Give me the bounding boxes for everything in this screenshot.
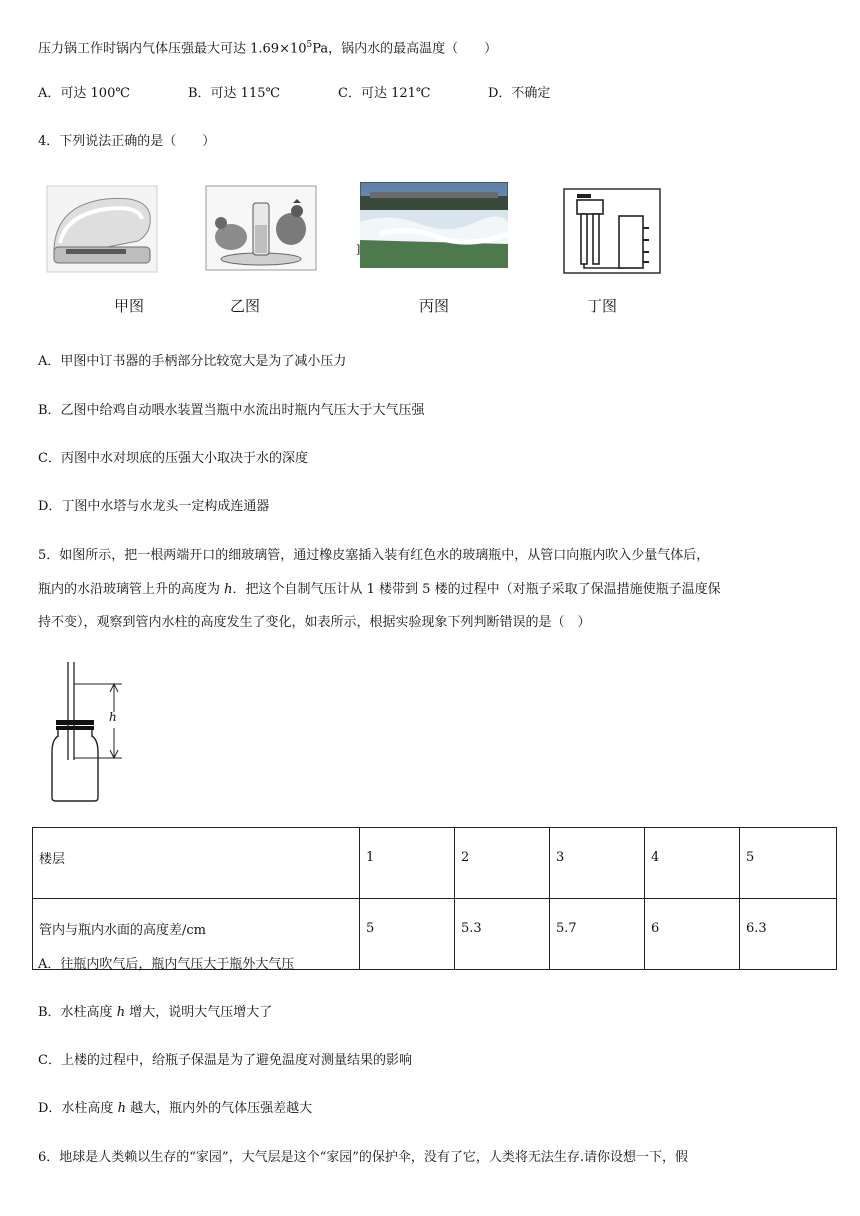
dam-figure (360, 182, 508, 268)
table-cell: 5.3 (455, 899, 550, 970)
q4-stem: 4．下列说法正确的是（ ） (38, 134, 216, 149)
q3-option-a: A．可达 100℃ (38, 86, 130, 101)
q5-option-b: B．水柱高度 h 增大，说明大气压增大了 (38, 1005, 273, 1020)
q4-option-d: D．丁图中水塔与水龙头一定构成连通器 (38, 499, 270, 514)
table-cell: 管内与瓶内水面的高度差/cm (33, 899, 360, 970)
q5-stem-line2: 瓶内的水沿玻璃管上升的高度为 h．把这个自制气压计从 1 楼带到 5 楼的过程中（对瓶子采取了保温措施使瓶子温度保 (38, 582, 721, 597)
caption-jia: 甲图 (114, 297, 145, 315)
table-cell: 5 (360, 899, 455, 970)
q5-option-d: D．水柱高度 h 越大，瓶内外的气体压强差越大 (38, 1101, 313, 1116)
table-cell: 5.7 (550, 899, 645, 970)
table-cell: 6 (645, 899, 740, 970)
caption-ding: 丁图 (587, 297, 618, 315)
table-row (33, 828, 837, 899)
q4-option-c: C．丙图中水对坝底的压强大小取决于水的深度 (38, 451, 308, 466)
floor-height-table (32, 827, 837, 970)
q3-stem: 压力锅工作时锅内气体压强最大可达 $1.69\times 10^5Pa$，锅内水的最高温度（ ） (38, 40, 498, 57)
table-cell: 5 (740, 828, 837, 899)
q5-stem-line3: 持不变），观察到管内水柱的高度发生了变化，如表所示，根据实验现象下列判断错误的是（ ） (38, 615, 591, 630)
table-cell: 楼层 (33, 828, 360, 899)
barometer-figure (48, 660, 134, 804)
table-cell: 3 (550, 828, 645, 899)
table-cell: 2 (455, 828, 550, 899)
q5-option-c: C．上楼的过程中，给瓶子保温是为了避免温度对测量结果的影响 (38, 1053, 412, 1068)
q6-stem-line1: 6．地球是人类赖以生存的“家园”，大气层是这个“家园”的保护伞，没有了它，人类将无法生存.请你设想一下，假 (38, 1150, 688, 1165)
stapler-figure (46, 185, 158, 273)
barometer-h-label: h (109, 710, 117, 724)
q3-option-b: B．可达 115℃ (188, 86, 281, 101)
table-cell: 1 (360, 828, 455, 899)
table-cell: 4 (645, 828, 740, 899)
caption-bing: 丙图 (419, 297, 450, 315)
q5-option-a: A．往瓶内吹气后，瓶内气压大于瓶外大气压 (38, 957, 295, 972)
dam-figure-mark: ] (356, 243, 361, 256)
q4-option-a: A．甲图中订书器的手柄部分比较宽大是为了减小压力 (38, 354, 347, 369)
q4-option-b: B．乙图中给鸡自动喂水装置当瓶中水流出时瓶内气压大于大气压强 (38, 403, 425, 418)
q5-stem-line1: 5．如图所示，把一根两端开口的细玻璃管，通过橡皮塞插入装有红色水的玻璃瓶中，从管口向瓶内吹入少量气体后， (38, 548, 710, 563)
q3-option-c: C．可达 121℃ (338, 86, 431, 101)
table-cell: 6.3 (740, 899, 837, 970)
caption-yi: 乙图 (230, 297, 261, 315)
q3-option-d: D．不确定 (488, 86, 551, 101)
chicken-feeder-figure (205, 185, 317, 271)
water-tower-figure (563, 188, 661, 274)
